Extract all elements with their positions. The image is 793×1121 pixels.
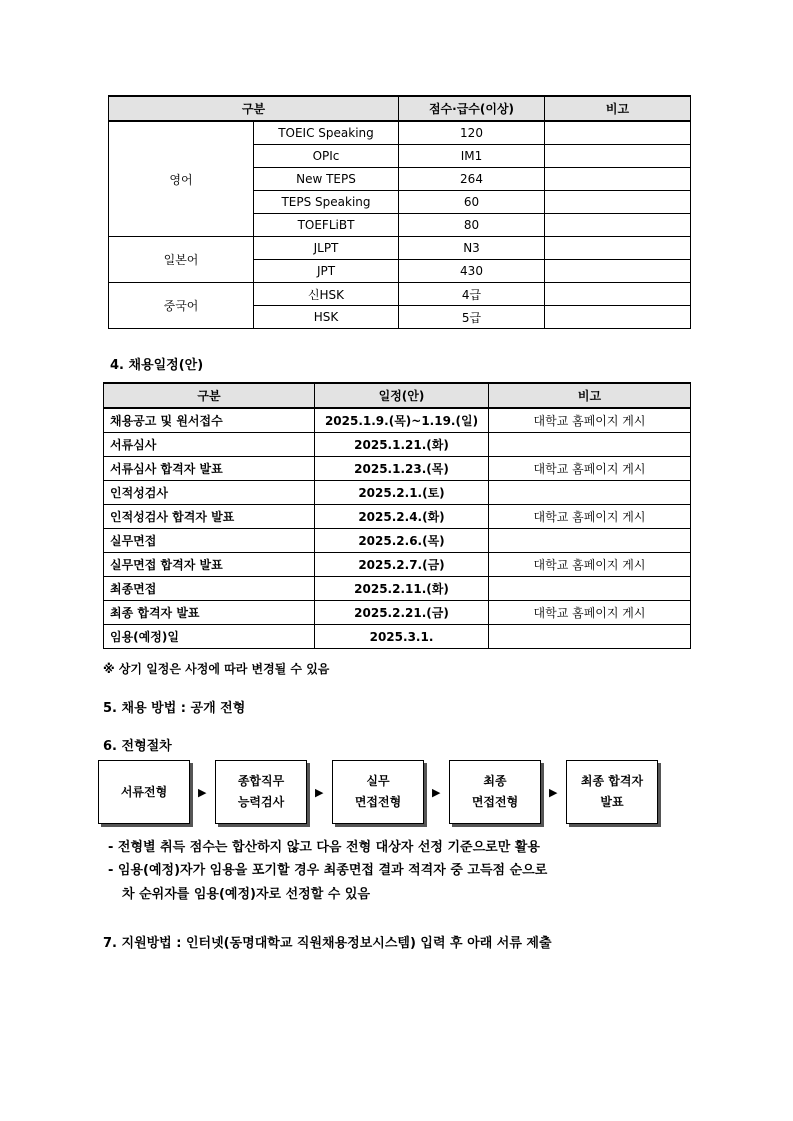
- table-row: [104, 433, 691, 457]
- procedure-note: - 임용(예정)자가 임용을 포기할 경우 최종면접 결과 적격자 중 고득점 순으로: [108, 863, 548, 878]
- header-score: 점수·급수(이상): [399, 96, 545, 121]
- schedule-stage: 채용공고 및 원서접수: [104, 408, 315, 433]
- test-score: 80: [399, 214, 545, 237]
- schedule-date: 2025.2.4.(화): [315, 505, 489, 529]
- flow-step-line2: 능력검사: [237, 795, 285, 809]
- flow-step-final-announcement: [566, 760, 658, 824]
- flow-step-line1: 종합직무: [237, 774, 285, 788]
- recruitment-schedule-table: [103, 382, 691, 649]
- test-note: [545, 283, 691, 306]
- schedule-note: 대학교 홈페이지 게시: [489, 457, 691, 481]
- flow-step-practical-interview: [332, 760, 424, 824]
- schedule-note: [489, 577, 691, 601]
- schedule-note: 대학교 홈페이지 게시: [489, 408, 691, 433]
- flow-step-line2: 면접전형: [471, 795, 519, 809]
- table-row: [104, 529, 691, 553]
- header-note: 비고: [489, 383, 691, 408]
- table-row: [104, 601, 691, 625]
- schedule-date: 2025.3.1.: [315, 625, 489, 649]
- flow-step-line1: 최종: [483, 774, 507, 788]
- table-row: [104, 481, 691, 505]
- procedure-note: - 전형별 취득 점수는 합산하지 않고 다음 전형 대상자 선정 기준으로만 활용: [108, 840, 540, 855]
- test-name: 신HSK: [254, 283, 399, 306]
- schedule-date: 2025.1.9.(목)~1.19.(일): [315, 408, 489, 433]
- group-label-english: 영어: [109, 121, 254, 237]
- table-row: [104, 457, 691, 481]
- section-4-title: 4. 채용일정(안): [110, 358, 204, 373]
- schedule-stage: 인적성검사: [104, 481, 315, 505]
- test-note: [545, 237, 691, 260]
- section-5-title: 5. 채용 방법 : 공개 전형: [103, 701, 246, 716]
- schedule-stage: 서류심사: [104, 433, 315, 457]
- test-name: TOEFLiBT: [254, 214, 399, 237]
- arrow-right-icon: ▶: [315, 786, 324, 799]
- header-stage: 구분: [104, 383, 315, 408]
- group-label-japanese: 일본어: [109, 237, 254, 283]
- section-7-title: 7. 지원방법 : 인터넷(동명대학교 직원채용정보시스템) 입력 후 아래 서류 제출: [103, 936, 552, 951]
- test-name: New TEPS: [254, 168, 399, 191]
- table-row: [109, 121, 691, 145]
- table-row: [104, 408, 691, 433]
- test-score: 120: [399, 121, 545, 145]
- arrow-right-icon: ▶: [198, 786, 207, 799]
- table-header-row: [109, 96, 691, 121]
- schedule-stage: 실무면접 합격자 발표: [104, 553, 315, 577]
- flow-step-line2: 발표: [600, 795, 624, 809]
- schedule-note: [489, 625, 691, 649]
- test-note: [545, 306, 691, 329]
- flow-step-aptitude-test: [215, 760, 307, 824]
- schedule-date: 2025.2.1.(토): [315, 481, 489, 505]
- test-score: N3: [399, 237, 545, 260]
- test-name: JLPT: [254, 237, 399, 260]
- arrow-right-icon: ▶: [432, 786, 441, 799]
- test-score: 264: [399, 168, 545, 191]
- test-score: 430: [399, 260, 545, 283]
- flow-step-line1: 최종 합격자: [580, 774, 644, 788]
- section-6-title: 6. 전형절차: [103, 739, 172, 754]
- schedule-date: 2025.2.11.(화): [315, 577, 489, 601]
- table-row: [109, 283, 691, 306]
- table-row: [109, 237, 691, 260]
- schedule-date: 2025.1.23.(목): [315, 457, 489, 481]
- schedule-date: 2025.1.21.(화): [315, 433, 489, 457]
- test-score: 60: [399, 191, 545, 214]
- schedule-stage: 서류심사 합격자 발표: [104, 457, 315, 481]
- test-name: TOEIC Speaking: [254, 121, 399, 145]
- test-note: [545, 121, 691, 145]
- schedule-date: 2025.2.6.(목): [315, 529, 489, 553]
- test-name: OPIc: [254, 145, 399, 168]
- group-label-chinese: 중국어: [109, 283, 254, 329]
- header-note: 비고: [545, 96, 691, 121]
- language-score-table: [108, 95, 691, 329]
- schedule-date: 2025.2.7.(금): [315, 553, 489, 577]
- flow-step-document-screening: [98, 760, 190, 824]
- test-note: [545, 145, 691, 168]
- schedule-note: 대학교 홈페이지 게시: [489, 601, 691, 625]
- table-header-row: [104, 383, 691, 408]
- test-note: [545, 260, 691, 283]
- schedule-stage: 실무면접: [104, 529, 315, 553]
- schedule-stage: 인적성검사 합격자 발표: [104, 505, 315, 529]
- header-date: 일정(안): [315, 383, 489, 408]
- schedule-stage: 최종면접: [104, 577, 315, 601]
- test-note: [545, 168, 691, 191]
- flow-step-line2: 면접전형: [354, 795, 402, 809]
- test-name: TEPS Speaking: [254, 191, 399, 214]
- procedure-note: 차 순위자를 임용(예정)자로 선정할 수 있음: [122, 887, 370, 902]
- header-category: 구분: [109, 96, 399, 121]
- flow-step-line1: 서류전형: [120, 784, 168, 799]
- flow-step-final-interview: [449, 760, 541, 824]
- schedule-note: [489, 529, 691, 553]
- schedule-note: 대학교 홈페이지 게시: [489, 553, 691, 577]
- schedule-date: 2025.2.21.(금): [315, 601, 489, 625]
- table-row: [104, 577, 691, 601]
- test-score: 5급: [399, 306, 545, 329]
- test-score: IM1: [399, 145, 545, 168]
- schedule-notice: ※ 상기 일정은 사정에 따라 변경될 수 있음: [103, 662, 330, 676]
- schedule-stage: 임용(예정)일: [104, 625, 315, 649]
- test-note: [545, 191, 691, 214]
- test-note: [545, 214, 691, 237]
- table-row: [104, 505, 691, 529]
- table-row: [104, 553, 691, 577]
- schedule-note: [489, 433, 691, 457]
- test-name: HSK: [254, 306, 399, 329]
- schedule-note: [489, 481, 691, 505]
- test-score: 4급: [399, 283, 545, 306]
- schedule-stage: 최종 합격자 발표: [104, 601, 315, 625]
- schedule-note: 대학교 홈페이지 게시: [489, 505, 691, 529]
- table-row: [104, 625, 691, 649]
- arrow-right-icon: ▶: [549, 786, 558, 799]
- flow-step-line1: 실무: [366, 774, 390, 788]
- test-name: JPT: [254, 260, 399, 283]
